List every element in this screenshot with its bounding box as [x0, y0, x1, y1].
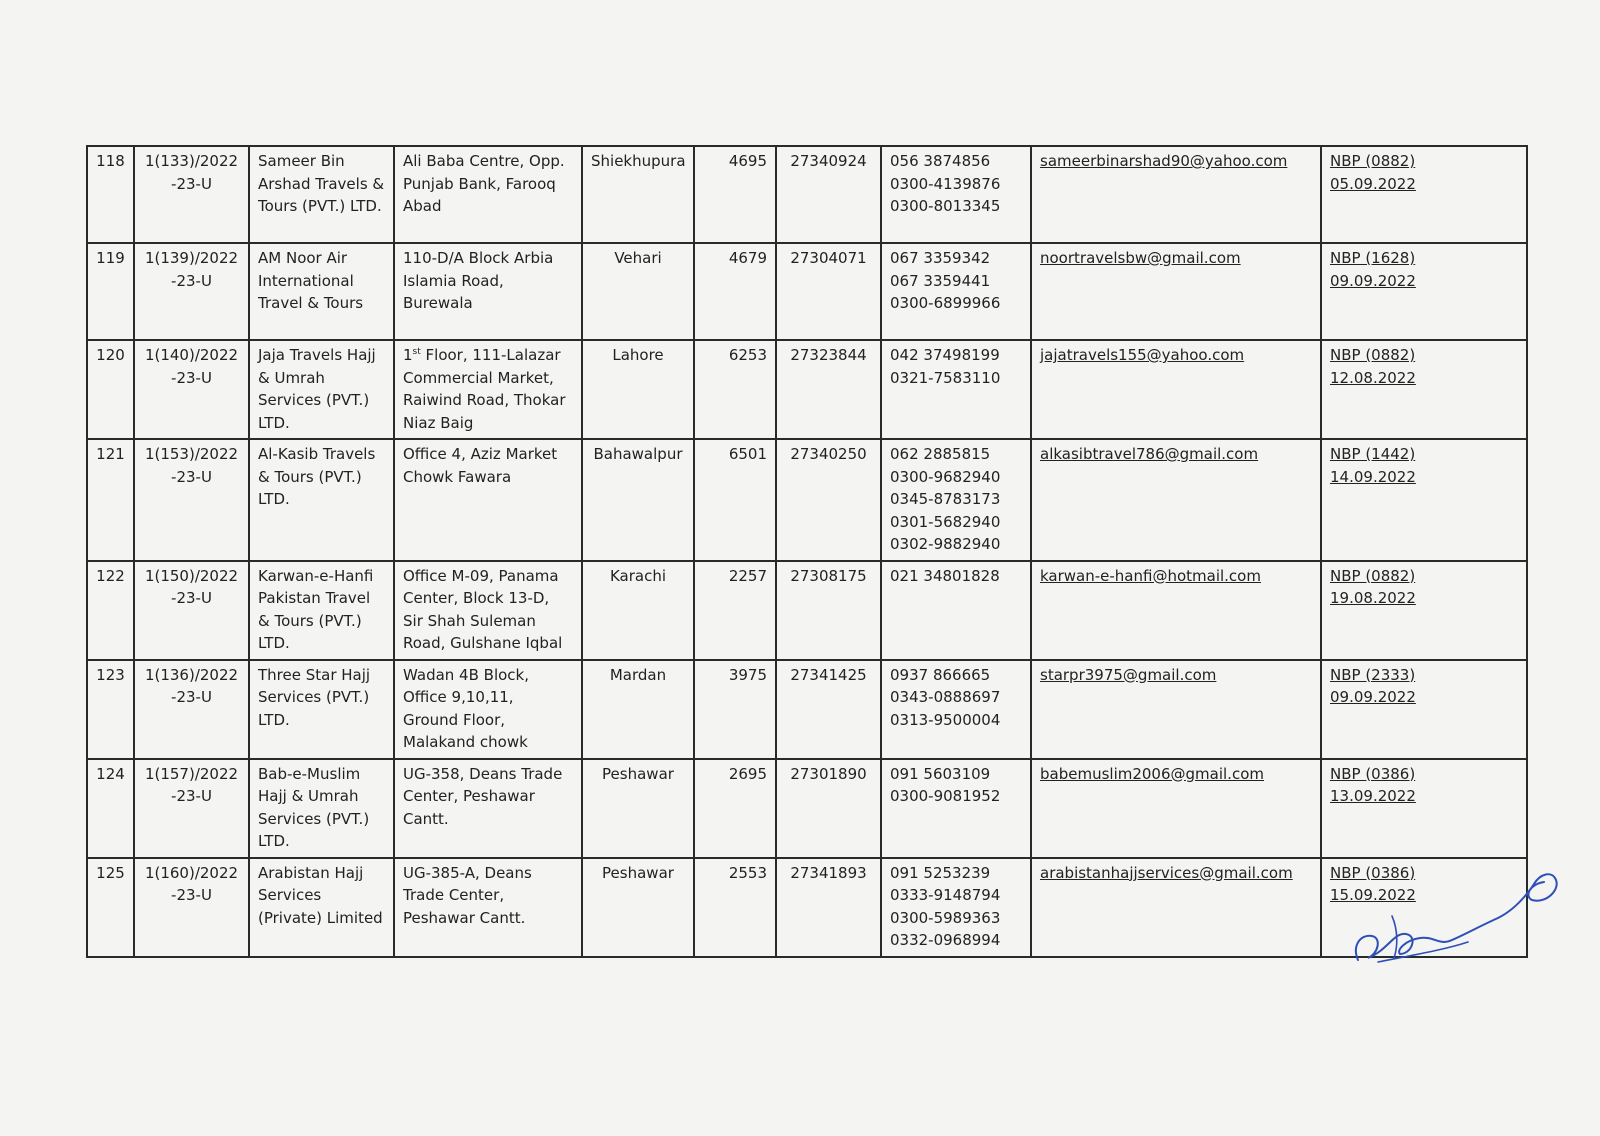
bank-branch: NBP (1628)	[1330, 249, 1416, 267]
bank-branch: NBP (2333)	[1330, 665, 1416, 684]
address-cell	[394, 146, 582, 243]
agency-name-cell	[249, 660, 394, 759]
agency-name-cell	[249, 243, 394, 340]
ntn-cell	[776, 660, 881, 759]
phone-number: 0313-9500004	[890, 710, 1001, 729]
city: Lahore	[612, 346, 664, 364]
license-number-part: -23-U	[171, 467, 212, 486]
ntn-cell	[776, 340, 881, 439]
email-link[interactable]: jajatravels155@yahoo.com	[1040, 346, 1245, 364]
handwritten-signature	[1348, 850, 1578, 990]
agency-code: 2695	[728, 764, 767, 783]
phone-number: 0300-5989363	[890, 908, 1001, 927]
phone-number: 0300-9682940	[890, 467, 1001, 486]
license-number-part: -23-U	[171, 688, 212, 706]
bank-branch: NBP (0386)	[1330, 764, 1416, 783]
table-row	[87, 340, 1527, 439]
email-cell	[1031, 660, 1321, 759]
phone-number: 021 34801828	[890, 566, 1000, 585]
license-number-part: 1(160)/2022	[144, 863, 239, 882]
ntn-number: 27340924	[790, 152, 867, 170]
challan-date: 19.08.2022	[1330, 589, 1416, 607]
serial-number: 121	[96, 445, 125, 463]
agency-address	[403, 344, 573, 434]
phone-number: 0300-8013345	[890, 197, 1001, 215]
license-number-part: 1(136)/2022	[144, 665, 239, 684]
serial-number: 124	[96, 764, 125, 783]
ntn-number: 27340250	[790, 445, 867, 463]
phone-number: 0301-5682940	[890, 512, 1001, 531]
city-cell	[582, 340, 694, 439]
challan-date: 09.09.2022	[1330, 271, 1416, 290]
table-row	[87, 439, 1527, 561]
agency-name-cell	[249, 439, 394, 561]
email-link[interactable]: babemuslim2006@gmail.com	[1040, 764, 1264, 783]
license-number-cell	[134, 243, 249, 340]
address-text: Ali Baba Centre, Opp. Punjab Bank, Farooq Abad	[403, 152, 565, 215]
email-link[interactable]: karwan-e-hanfi@hotmail.com	[1040, 566, 1261, 585]
agency-code: 2553	[728, 863, 767, 882]
ntn-number: 27304071	[790, 249, 867, 267]
agency-name: Karwan-e-Hanfi Pakistan Travel & Tours (PVT.) LTD.	[258, 566, 374, 652]
email-cell	[1031, 561, 1321, 660]
table-row	[87, 561, 1527, 660]
ntn-cell	[776, 759, 881, 858]
address-text: 110-D/A Block Arbia Islamia Road, Burewala	[403, 249, 554, 312]
code-cell	[694, 561, 776, 660]
email-link[interactable]: sameerbinarshad90@yahoo.com	[1040, 152, 1288, 170]
ntn-cell	[776, 561, 881, 660]
agency-name: Al-Kasib Travels & Tours (PVT.) LTD.	[258, 445, 376, 508]
agency-name: Sameer Bin Arshad Travels & Tours (PVT.) LTD.	[258, 152, 385, 215]
agency-address	[403, 565, 573, 655]
email-link[interactable]: alkasibtravel786@gmail.com	[1040, 445, 1259, 463]
code-cell	[694, 858, 776, 957]
city: Karachi	[609, 566, 667, 585]
address-text: Wadan 4B Block, Office 9,10,11, Ground Floor, Malakand chowk	[403, 665, 529, 751]
bank-branch: NBP (0882)	[1330, 566, 1416, 585]
serial-number: 125	[96, 863, 125, 882]
address-text: Office M-09, Panama Center, Block 13-D, Sir Shah Suleman Road, Gulshane Iqbal	[403, 566, 563, 652]
agency-name: Jaja Travels Hajj & Umrah Services (PVT.) LTD.	[258, 346, 376, 432]
email-link[interactable]: noortravelsbw@gmail.com	[1040, 249, 1241, 267]
code-cell	[694, 243, 776, 340]
license-number-cell	[134, 759, 249, 858]
city: Peshawar	[602, 863, 674, 882]
serial-number-cell	[87, 759, 134, 858]
address-text: Office 4, Aziz Market Chowk Fawara	[403, 445, 558, 486]
table-row	[87, 146, 1527, 243]
ntn-cell	[776, 858, 881, 957]
city: Shiekhupura	[591, 152, 686, 170]
city-cell	[582, 759, 694, 858]
agency-address	[403, 443, 573, 488]
serial-number: 122	[96, 566, 125, 585]
serial-number-cell	[87, 243, 134, 340]
agency-name: Arabistan Hajj Services (Private) Limited	[258, 863, 383, 927]
agency-name: Bab-e-Muslim Hajj & Umrah Services (PVT.) LTD.	[258, 764, 370, 850]
code-cell	[694, 439, 776, 561]
email-cell	[1031, 439, 1321, 561]
city-cell	[582, 146, 694, 243]
license-number-cell	[134, 340, 249, 439]
ntn-cell	[776, 243, 881, 340]
phone-number: 042 37498199	[890, 346, 1000, 364]
city-cell	[582, 561, 694, 660]
code-cell	[694, 146, 776, 243]
challan-date: 05.09.2022	[1330, 174, 1416, 193]
license-number-part: -23-U	[171, 886, 212, 904]
email-link[interactable]: arabistanhajjservices@gmail.com	[1040, 863, 1293, 882]
license-number-part: 1(140)/2022	[144, 346, 239, 364]
address-ordinal-suffix: st	[412, 347, 421, 357]
license-number-part: 1(139)/2022	[144, 249, 239, 267]
bank-challan-cell	[1321, 660, 1527, 759]
agency-name: Three Star Hajj Services (PVT.) LTD.	[258, 665, 371, 729]
license-number-part: -23-U	[171, 787, 212, 805]
agency-name-cell	[249, 858, 394, 957]
table-row	[87, 243, 1527, 340]
bank-challan-cell	[1321, 759, 1527, 858]
serial-number-cell	[87, 660, 134, 759]
phone-number: 091 5253239	[890, 863, 991, 882]
bank-branch: NBP (0882)	[1330, 346, 1416, 364]
address-cell	[394, 243, 582, 340]
city-cell	[582, 439, 694, 561]
agency-code: 6501	[728, 445, 767, 463]
license-number-cell	[134, 146, 249, 243]
address-cell	[394, 340, 582, 439]
table-row	[87, 858, 1527, 957]
phones-cell	[881, 561, 1031, 660]
challan-date: 09.09.2022	[1330, 688, 1416, 706]
license-number-cell	[134, 439, 249, 561]
address-text: UG-358, Deans Trade Center, Peshawar Cantt.	[403, 764, 563, 828]
phones-cell	[881, 759, 1031, 858]
agency-registry-table	[86, 145, 1528, 958]
phone-number: 067 3359441	[890, 271, 991, 290]
phone-number: 091 5603109	[890, 764, 991, 783]
agency-name-cell	[249, 759, 394, 858]
city: Mardan	[609, 665, 667, 684]
city: Bahawalpur	[593, 445, 683, 463]
agency-code: 3975	[728, 665, 767, 684]
agency-name-cell	[249, 146, 394, 243]
city-cell	[582, 243, 694, 340]
serial-number: 118	[96, 152, 125, 170]
phones-cell	[881, 439, 1031, 561]
address-cell	[394, 660, 582, 759]
code-cell	[694, 759, 776, 858]
agency-address	[403, 763, 573, 831]
ntn-number: 27301890	[790, 764, 867, 783]
phone-number: 0345-8783173	[890, 490, 1001, 508]
table-body	[87, 146, 1527, 957]
serial-number-cell	[87, 439, 134, 561]
ntn-number: 27341425	[790, 665, 867, 684]
agency-address	[403, 247, 573, 315]
license-number-cell	[134, 660, 249, 759]
agency-code: 4695	[728, 152, 767, 170]
phones-cell	[881, 858, 1031, 957]
license-number-part: -23-U	[171, 368, 212, 387]
table-row	[87, 660, 1527, 759]
phones-cell	[881, 146, 1031, 243]
serial-number-cell	[87, 340, 134, 439]
phone-number: 056 3874856	[890, 152, 991, 170]
bank-challan-cell	[1321, 561, 1527, 660]
agency-name-cell	[249, 561, 394, 660]
license-number-part: 1(150)/2022	[144, 566, 239, 585]
agency-name-cell	[249, 340, 394, 439]
license-number-part: -23-U	[171, 589, 212, 607]
bank-challan-cell	[1321, 340, 1527, 439]
challan-date: 13.09.2022	[1330, 787, 1416, 805]
address-cell	[394, 439, 582, 561]
ntn-number: 27308175	[790, 566, 867, 585]
email-cell	[1031, 759, 1321, 858]
phone-number: 067 3359342	[890, 249, 991, 267]
table-row	[87, 759, 1527, 858]
agency-name: AM Noor Air International Travel & Tours	[258, 249, 364, 312]
bank-branch: NBP (1442)	[1330, 445, 1416, 463]
license-number-part: -23-U	[171, 271, 212, 290]
email-cell	[1031, 340, 1321, 439]
license-number-part: 1(157)/2022	[144, 764, 239, 783]
license-number-part: 1(153)/2022	[144, 445, 239, 463]
ntn-cell	[776, 146, 881, 243]
phone-number: 0937 866665	[890, 665, 991, 684]
phones-cell	[881, 660, 1031, 759]
serial-number-cell	[87, 146, 134, 243]
agency-address	[403, 150, 573, 218]
bank-challan-cell	[1321, 439, 1527, 561]
challan-date: 15.09.2022	[1330, 886, 1416, 904]
phone-number: 0300-9081952	[890, 787, 1001, 805]
license-number-part: 1(133)/2022	[144, 152, 239, 170]
serial-number: 119	[96, 249, 125, 267]
address-cell	[394, 561, 582, 660]
license-number-part: -23-U	[171, 174, 212, 193]
address-cell	[394, 858, 582, 957]
serial-number-cell	[87, 561, 134, 660]
challan-date: 14.09.2022	[1330, 467, 1416, 486]
email-link[interactable]: starpr3975@gmail.com	[1040, 665, 1217, 684]
bank-branch: NBP (0386)	[1330, 863, 1416, 882]
address-text: Floor, 111-Lalazar Commercial Market, Raiwind Road, Thokar Niaz Baig	[403, 346, 566, 432]
city-cell	[582, 660, 694, 759]
phone-number: 0300-4139876	[890, 174, 1001, 193]
email-cell	[1031, 243, 1321, 340]
phone-number: 0333-9148794	[890, 886, 1001, 904]
license-number-cell	[134, 561, 249, 660]
bank-challan-cell	[1321, 146, 1527, 243]
license-number-cell	[134, 858, 249, 957]
bank-challan-cell	[1321, 243, 1527, 340]
serial-number: 120	[96, 346, 125, 364]
address-cell	[394, 759, 582, 858]
agency-address	[403, 862, 573, 930]
address-text: UG-385-A, Deans Trade Center, Peshawar Cantt.	[403, 863, 532, 927]
agency-address	[403, 664, 573, 754]
code-cell	[694, 660, 776, 759]
bank-branch: NBP (0882)	[1330, 152, 1416, 170]
serial-number-cell	[87, 858, 134, 957]
agency-code: 6253	[728, 346, 767, 364]
city-cell	[582, 858, 694, 957]
email-cell	[1031, 146, 1321, 243]
address-floor-number: 1	[403, 346, 413, 364]
code-cell	[694, 340, 776, 439]
phones-cell	[881, 243, 1031, 340]
phone-number: 0300-6899966	[890, 294, 1001, 312]
ntn-cell	[776, 439, 881, 561]
challan-date: 12.08.2022	[1330, 368, 1416, 387]
agency-code: 4679	[728, 249, 767, 267]
agency-code: 2257	[728, 566, 767, 585]
city: Vehari	[614, 249, 662, 267]
phone-number: 062 2885815	[890, 445, 991, 463]
phone-number: 0302-9882940	[890, 535, 1001, 553]
serial-number: 123	[96, 665, 125, 684]
city: Peshawar	[602, 764, 674, 783]
phone-number: 0343-0888697	[890, 688, 1001, 706]
phone-number: 0321-7583110	[890, 368, 1001, 387]
phones-cell	[881, 340, 1031, 439]
ntn-number: 27341893	[790, 863, 867, 882]
email-cell	[1031, 858, 1321, 957]
ntn-number: 27323844	[790, 346, 867, 364]
phone-number: 0332-0968994	[890, 931, 1001, 949]
